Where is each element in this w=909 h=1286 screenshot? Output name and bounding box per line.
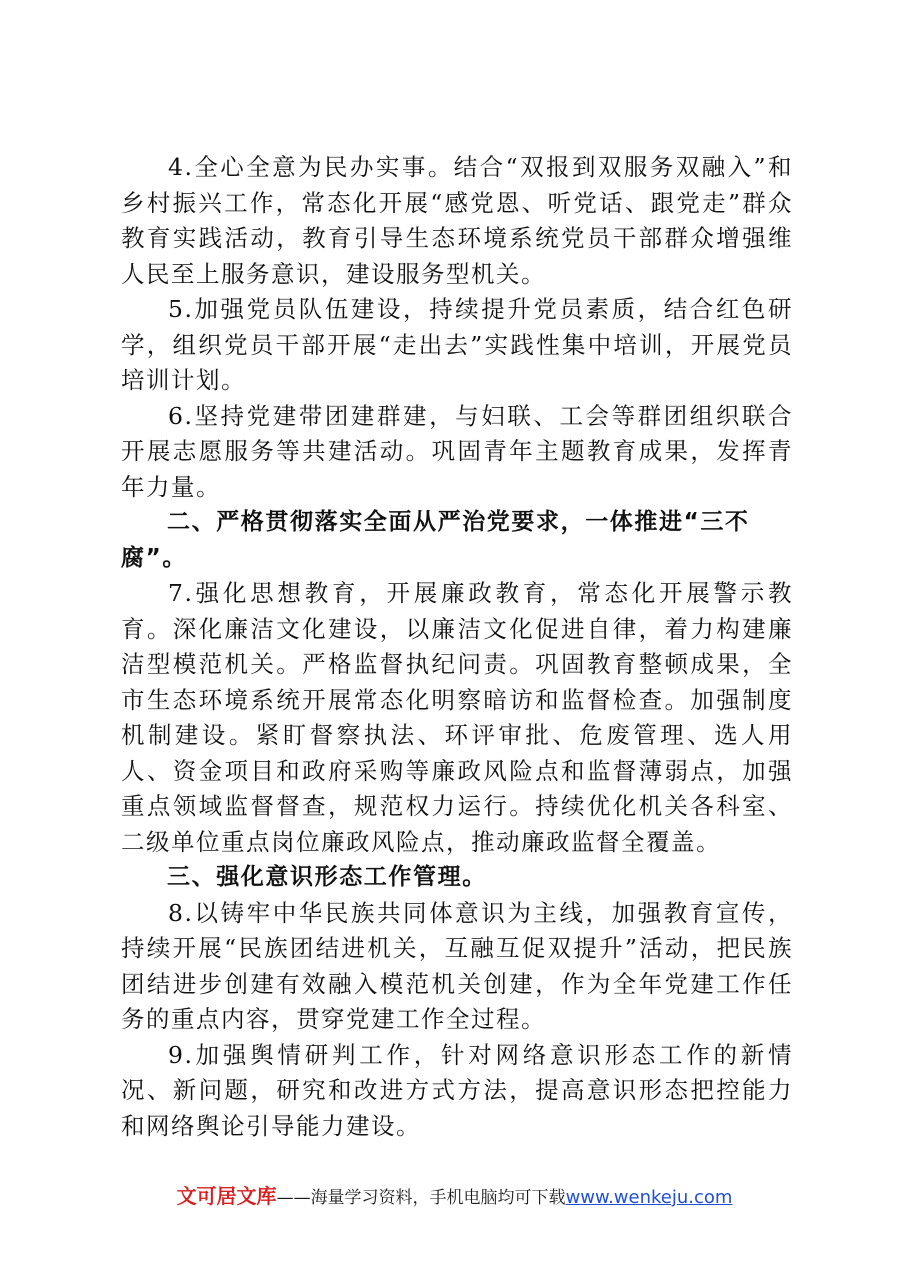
paragraph-item-7: 7.强化思想教育，开展廉政教育，常态化开展警示教育。深化廉洁文化建设，以廉洁文化促进自律，着力构建廉洁型模范机关。严格监督执纪问责。巩固教育整顿成果，全市生态环境系统开展常态化明察暗访和监督检查。加强制度机制建设。紧盯督察执法、环评审批、危废管理、选人用人、资金项目和政府采购等廉政风险点和监督薄弱点，加强重点领域监督督查，规范权力运行。持续优化机关各科室、二级单位重点岗位廉政风险点，推动廉政监督全覆盖。 (121, 579, 793, 856)
paragraph-item-4: 4.全心全意为民办实事。结合“双报到双服务双融入”和乡村振兴工作，常态化开展“感党恩、听党话、跟党走”群众教育实践活动，教育引导生态环境系统党员干部群众增强维人民至上服务意识，建设服务型机关。 (121, 153, 793, 288)
paragraph-item-8: 8.以铸牢中华民族共同体意识为主线，加强教育宣传，持续开展“民族团结进机关，互融互促双提升”活动，把民族团结进步创建有效融入模范机关创建，作为全年党建工作任务的重点内容，贯穿党建工作全过程。 (121, 898, 793, 1033)
document-body (121, 150, 793, 1144)
paragraph-item-6: 6.坚持党建带团建群建，与妇联、工会等群团组织联合开展志愿服务等共建活动。巩固青年主题教育成果，发挥青年力量。 (121, 401, 793, 501)
footer-banner (0, 1180, 909, 1209)
section-heading-3: 三、强化意识形态工作管理。 (167, 864, 487, 890)
section-heading-2: 二、严格贯彻落实全面从严治党要求，一体推进“三不腐”。 (121, 509, 750, 571)
footer-website-link[interactable]: www.wenkeju.com (565, 1187, 733, 1208)
footer-tagline: ——海量学习资料，手机电脑均可下载 (276, 1188, 566, 1208)
paragraph-item-9: 9.加强舆情研判工作，针对网络意识形态工作的新情况、新问题，研究和改进方式方法，提高意识形态把控能力和网络舆论引导能力建设。 (121, 1040, 793, 1140)
footer-brand: 文可居文库 (176, 1184, 277, 1208)
paragraph-item-5: 5.加强党员队伍建设，持续提升党员素质，结合红色研学，组织党员干部开展“走出去”实践性集中培训，开展党员培训计划。 (121, 295, 793, 394)
